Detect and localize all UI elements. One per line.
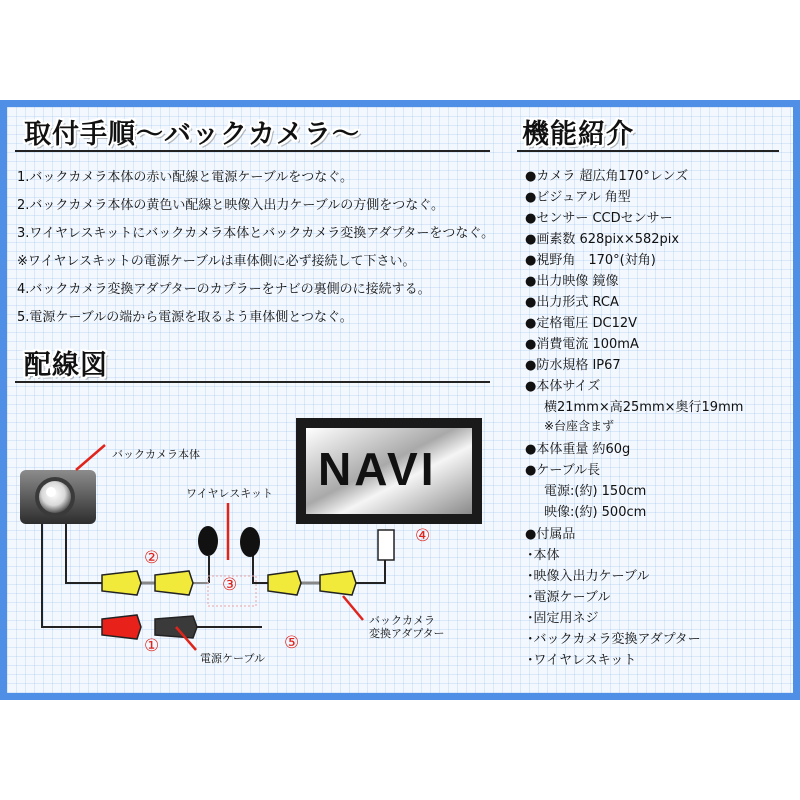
accessory-wireless-kit: ･ワイヤレスキット <box>527 653 637 668</box>
feature-body-size-value: 横21mm×高25mm×奥行19mm <box>544 400 744 415</box>
feature-cable-power: 電源:(約) 150cm <box>544 484 647 499</box>
marker-1: ① <box>144 636 160 656</box>
install-step-note: ※ワイヤレスキットの電源ケーブルは車体側に必ず接続して下さい。 <box>17 254 416 269</box>
accessory-video-cable: ･映像入出力ケーブル <box>527 569 650 584</box>
install-step-2: 2.バックカメラ本体の黄色い配線と映像入出力ケーブルの方側をつなぐ。 <box>17 198 444 213</box>
camera-label: バックカメラ本体 <box>112 448 200 461</box>
marker-2: ② <box>144 548 160 568</box>
navi-label: NAVI <box>318 443 437 495</box>
install-step-5: 5.電源ケーブルの端から電源を取るよう車体側とつなぐ。 <box>17 310 353 325</box>
adapter-label-line2: 変換アダプター <box>369 627 445 640</box>
marker-4: ④ <box>415 526 431 546</box>
feature-cable-length: ●ケーブル長 <box>525 463 601 478</box>
accessory-adapter: ･バックカメラ変換アダプター <box>527 632 701 647</box>
navi-connector <box>378 530 394 560</box>
install-step-3: 3.ワイヤレスキットにバックカメラ本体とバックカメラ変換アダプターをつなぐ。 <box>17 226 495 241</box>
adapter-label-line1: バックカメラ <box>369 614 435 627</box>
marker-5: ⑤ <box>284 633 300 653</box>
feature-output-format: ●出力形式 RCA <box>525 295 619 310</box>
feature-accessories: ●付属品 <box>525 527 576 542</box>
feature-camera: ●カメラ 超広角170°レンズ <box>525 169 689 184</box>
feature-output-video: ●出力映像 鏡像 <box>525 274 619 289</box>
camera-body <box>20 470 96 524</box>
diagram-title: 配線図 <box>24 350 108 381</box>
feature-sensor: ●センサー CCDセンサー <box>525 211 673 226</box>
feature-current: ●消費電流 100mA <box>525 337 639 352</box>
wireless-kit-label: ワイヤレスキット <box>186 487 274 500</box>
accessory-body: ･本体 <box>527 548 560 563</box>
marker-3: ③ <box>222 575 238 595</box>
feature-body-size: ●本体サイズ <box>525 379 601 394</box>
install-title: 取付手順〜バックカメラ〜 <box>24 119 360 150</box>
feature-pixels: ●画素数 628pix×582pix <box>525 232 680 247</box>
accessory-screws: ･固定用ネジ <box>527 611 599 626</box>
feature-body-size-note: ※台座含まず <box>544 419 615 433</box>
feature-voltage: ●定格電圧 DC12V <box>525 316 637 331</box>
feature-weight: ●本体重量 約60g <box>525 442 631 457</box>
install-step-4: 4.バックカメラ変換アダプターのカプラーをナビの裏側のに接続する。 <box>17 282 431 297</box>
feature-cable-video: 映像:(約) 500cm <box>544 505 647 520</box>
feature-visual: ●ビジュアル 角型 <box>525 190 631 205</box>
accessory-power-cable: ･電源ケーブル <box>527 590 611 605</box>
feature-waterproof: ●防水規格 IP67 <box>525 358 621 373</box>
power-cable-label: 電源ケーブル <box>200 652 266 665</box>
feature-view-angle: ●視野角 170°(対角) <box>525 253 656 268</box>
install-step-1: 1.バックカメラ本体の赤い配線と電源ケーブルをつなぐ。 <box>17 170 353 185</box>
features-title: 機能紹介 <box>522 119 634 150</box>
